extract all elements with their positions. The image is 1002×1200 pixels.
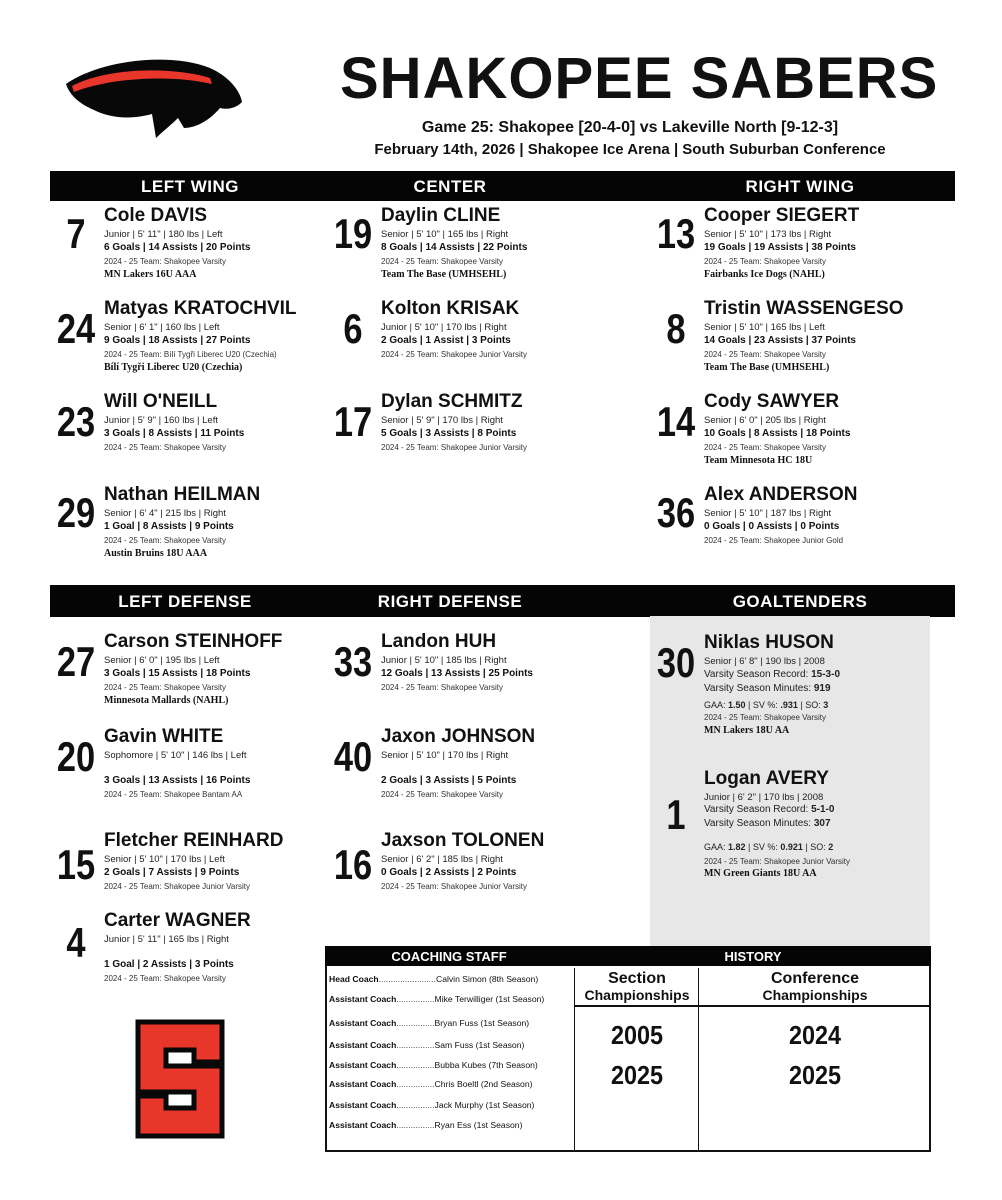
player-card: [50, 484, 350, 564]
conference-championships-title: Conference Championships: [762, 970, 868, 1003]
player-card: [50, 726, 350, 806]
previous-team: 2024 - 25 Team: Shakopee Varsity: [704, 713, 826, 722]
previous-team: 2024 - 25 Team: Shakopee Junior Varsity: [381, 350, 528, 359]
player-stats: 8 Goals | 14 Assists | 22 Points: [381, 242, 528, 253]
jersey-number: 33: [333, 638, 373, 685]
season-minutes: Varsity Season Minutes: 919: [704, 683, 831, 694]
coach-role: Assistant Coach: [329, 994, 397, 1004]
player-card: [650, 484, 950, 564]
game-info: Game 25: Shakopee [20-4-0] vs Lakeville North [9-12-3]: [421, 119, 839, 136]
coach-leader-dots: ................: [396, 1100, 435, 1110]
player-name: Carter WAGNER: [104, 910, 251, 931]
club-team: MN Lakers 16U AAA: [104, 269, 197, 280]
coach-role: Assistant Coach: [329, 1100, 397, 1110]
previous-team: 2024 - 25 Team: Shakopee Varsity: [104, 974, 226, 983]
player-name: Matyas KRATOCHVIL: [104, 298, 297, 319]
coach-name: Bubba Kubes (7th Season): [434, 1060, 538, 1070]
player-stats: 3 Goals | 8 Assists | 11 Points: [104, 428, 245, 439]
left-wing-header: LEFT WING: [141, 177, 239, 196]
player-stats: 1 Goal | 8 Assists | 9 Points: [104, 521, 234, 532]
previous-team: 2024 - 25 Team: Shakopee Varsity: [704, 350, 826, 359]
club-team: Team The Base (UMHSEHL): [704, 362, 830, 373]
previous-team: 2024 - 25 Team: Shakopee Varsity: [104, 257, 226, 266]
coach-leader-dots: ........................: [378, 974, 436, 984]
season-minutes: Varsity Season Minutes: 307: [704, 818, 831, 829]
player-card: [327, 205, 627, 285]
player-name: Cooper SIEGERT: [704, 205, 860, 226]
player-card: [50, 631, 350, 711]
jersey-number: 16: [333, 841, 373, 888]
player-info: Junior | 5' 10" | 185 lbs | Right: [381, 655, 507, 666]
player-info: Junior | 5' 9" | 160 lbs | Left: [104, 415, 218, 426]
previous-team: 2024 - 25 Team: Shakopee Varsity: [381, 790, 503, 799]
coach-row: [329, 1018, 529, 1028]
player-stats: 19 Goals | 19 Assists | 38 Points: [704, 242, 856, 253]
player-stats: 0 Goals | 0 Assists | 0 Points: [704, 521, 840, 532]
section-championships-title: Section Championships: [584, 970, 690, 1003]
player-info: Junior | 5' 10" | 170 lbs | Right: [381, 322, 507, 333]
player-info: Senior | 5' 10" | 187 lbs | Right: [704, 508, 832, 519]
coach-role: Assistant Coach: [329, 1018, 397, 1028]
jersey-number: 17: [333, 398, 373, 445]
coach-role: Head Coach: [329, 974, 379, 984]
player-name: Jaxon JOHNSON: [381, 726, 536, 747]
previous-team: 2024 - 25 Team: Shakopee Varsity: [104, 536, 226, 545]
player-name: Fletcher REINHARD: [104, 830, 284, 851]
player-card: [50, 205, 350, 285]
previous-team: 2024 - 25 Team: Shakopee Junior Varsity: [381, 882, 528, 891]
coach-row: [329, 1040, 524, 1050]
coach-role: Assistant Coach: [329, 1079, 397, 1089]
conference-year: 2025: [788, 1060, 842, 1090]
jersey-number: 1: [666, 791, 686, 838]
player-info: Senior | 6' 2" | 185 lbs | Right: [381, 854, 503, 865]
coach-row: [329, 1060, 538, 1070]
player-card: [650, 391, 950, 471]
player-name: Cole DAVIS: [104, 205, 208, 226]
player-card: [327, 830, 627, 910]
coach-row: [329, 974, 538, 984]
coaching-history-header: [325, 946, 931, 966]
player-stats: 10 Goals | 8 Assists | 18 Points: [704, 428, 851, 439]
previous-team: 2024 - 25 Team: Shakopee Junior Varsity: [104, 882, 251, 891]
player-info: Senior | 5' 10" | 173 lbs | Right: [704, 229, 832, 240]
player-info: Senior | 5' 9" | 170 lbs | Right: [381, 415, 503, 426]
club-team: Fairbanks Ice Dogs (NAHL): [704, 269, 825, 280]
previous-team: 2024 - 25 Team: Shakopee Junior Varsity: [381, 443, 528, 452]
jersey-number: 24: [56, 305, 96, 352]
coach-role: Assistant Coach: [329, 1060, 397, 1070]
player-stats: 3 Goals | 15 Assists | 18 Points: [104, 668, 251, 679]
player-info: Junior | 6' 2" | 170 lbs | 2008: [704, 792, 824, 803]
player-info: Senior | 5' 10" | 170 lbs | Right: [381, 750, 509, 761]
coach-name: Chris Boeltl (2nd Season): [434, 1079, 533, 1089]
right-wing-header: RIGHT WING: [745, 177, 855, 196]
jersey-number: 19: [333, 210, 373, 257]
player-name: Gavin WHITE: [104, 726, 224, 747]
previous-team: 2024 - 25 Team: Shakopee Varsity: [381, 257, 503, 266]
game-details: February 14th, 2026 | Shakopee Ice Arena | South Suburban Conference: [374, 141, 886, 158]
player-card: [50, 910, 350, 990]
player-card: [327, 298, 627, 378]
jersey-number: 4: [66, 919, 86, 966]
player-card: [327, 391, 627, 471]
left-defense-header: LEFT DEFENSE: [118, 592, 252, 611]
jersey-number: 36: [656, 489, 696, 536]
player-stats: 5 Goals | 3 Assists | 8 Points: [381, 428, 517, 439]
right-defense-header: RIGHT DEFENSE: [377, 592, 523, 611]
player-name: Cody SAWYER: [704, 391, 840, 412]
coach-name: Jack Murphy (1st Season): [434, 1100, 535, 1110]
previous-team: 2024 - 25 Team: Shakopee Bantam AA: [104, 790, 243, 799]
club-team: Bílí Tygři Liberec U20 (Czechia): [104, 362, 243, 373]
player-info: Junior | 5' 11" | 180 lbs | Left: [104, 229, 223, 240]
player-card: [327, 631, 627, 711]
player-name: Nathan HEILMAN: [104, 484, 261, 505]
jersey-number: 30: [656, 639, 696, 686]
player-info: Senior | 5' 10" | 165 lbs | Right: [381, 229, 509, 240]
player-name: Niklas HUSON: [704, 632, 834, 653]
club-team: Minnesota Mallards (NAHL): [104, 695, 229, 706]
player-stats: 14 Goals | 23 Assists | 37 Points: [704, 335, 856, 346]
player-info: Senior | 6' 1" | 160 lbs | Left: [104, 322, 220, 333]
player-info: Senior | 5' 10" | 170 lbs | Left: [104, 854, 225, 865]
coach-leader-dots: ................: [396, 1018, 435, 1028]
jersey-number: 15: [56, 841, 96, 888]
jersey-number: 23: [56, 398, 96, 445]
coach-name: Sam Fuss (1st Season): [434, 1040, 525, 1050]
player-stats: 3 Goals | 13 Assists | 16 Points: [104, 775, 251, 786]
jersey-number: 40: [333, 733, 373, 780]
jersey-number: 27: [56, 638, 96, 685]
player-name: Jaxson TOLONEN: [381, 830, 545, 851]
player-stats: 2 Goals | 7 Assists | 9 Points: [104, 867, 240, 878]
player-name: Landon HUH: [381, 631, 497, 652]
defense-header-bar: [50, 585, 955, 617]
coach-name: Bryan Fuss (1st Season): [434, 1018, 530, 1028]
previous-team: 2024 - 25 Team: Bílí Tygři Liberec U20 (Czechia): [104, 350, 277, 359]
coach-name: Ryan Ess (1st Season): [434, 1120, 523, 1130]
history-heading: HISTORY: [724, 949, 782, 964]
player-name: Tristin WASSENGESO: [704, 298, 904, 319]
coach-row: [329, 1120, 522, 1130]
player-stats: 6 Goals | 14 Assists | 20 Points: [104, 242, 251, 253]
player-name: Kolton KRISAK: [381, 298, 520, 319]
player-info: Sophomore | 5' 10" | 146 lbs | Left: [104, 750, 247, 761]
player-info: Senior | 6' 4" | 215 lbs | Right: [104, 508, 226, 519]
club-team: MN Lakers 18U AA: [704, 725, 790, 736]
coach-role: Assistant Coach: [329, 1040, 397, 1050]
player-stats: 2 Goals | 1 Assist | 3 Points: [381, 335, 511, 346]
previous-team: 2024 - 25 Team: Shakopee Junior Varsity: [704, 857, 851, 866]
coach-leader-dots: ................: [396, 1079, 435, 1089]
player-info: Senior | 5' 10" | 165 lbs | Left: [704, 322, 825, 333]
club-team: Team Minnesota HC 18U: [704, 455, 813, 466]
goalie-card: [650, 768, 930, 888]
coach-name: Calvin Simon (8th Season): [435, 974, 539, 984]
conference-year: 2024: [788, 1020, 842, 1050]
previous-team: 2024 - 25 Team: Shakopee Varsity: [704, 257, 826, 266]
jersey-number: 6: [343, 305, 363, 352]
player-name: Logan AVERY: [704, 768, 829, 789]
page-title: SHAKOPEE SABERS: [340, 46, 939, 111]
coach-leader-dots: ................: [396, 1060, 435, 1070]
club-team: MN Green Giants 18U AA: [704, 868, 817, 879]
player-name: Alex ANDERSON: [704, 484, 858, 505]
player-stats: 12 Goals | 13 Assists | 25 Points: [381, 668, 533, 679]
player-name: Will O'NEILL: [104, 391, 218, 412]
player-card: [650, 298, 950, 378]
coach-row: [329, 994, 544, 1004]
previous-team: 2024 - 25 Team: Shakopee Varsity: [104, 683, 226, 692]
player-name: Carson STEINHOFF: [104, 631, 283, 652]
goalie-stats: GAA: 1.82 | SV %: 0.921 | SO: 2: [704, 842, 834, 852]
player-info: Senior | 6' 0" | 205 lbs | Right: [704, 415, 826, 426]
jersey-number: 20: [56, 733, 96, 780]
center-header: CENTER: [413, 177, 487, 196]
jersey-number: 13: [656, 210, 696, 257]
player-info: Senior | 6' 8" | 190 lbs | 2008: [704, 656, 825, 667]
season-record: Varsity Season Record: 5-1-0: [704, 804, 835, 815]
history-divider: [575, 1005, 929, 1007]
previous-team: 2024 - 25 Team: Shakopee Junior Gold: [704, 536, 844, 545]
previous-team: 2024 - 25 Team: Shakopee Varsity: [104, 443, 226, 452]
goalie-card: [650, 632, 930, 752]
player-info: Junior | 5' 11" | 165 lbs | Right: [104, 934, 229, 945]
coach-leader-dots: ................: [396, 1120, 435, 1130]
coach-role: Assistant Coach: [329, 1120, 397, 1130]
section-year: 2025: [610, 1060, 664, 1090]
player-card: [327, 726, 627, 806]
forwards-header-bar: [50, 171, 955, 201]
section-year: 2005: [610, 1020, 664, 1050]
coaching-staff-heading: COACHING STAFF: [391, 949, 507, 964]
jersey-number: 29: [56, 489, 96, 536]
player-card: [650, 205, 950, 285]
player-name: Daylin CLINE: [381, 205, 501, 226]
jersey-number: 8: [666, 305, 686, 352]
player-stats: 1 Goal | 2 Assists | 3 Points: [104, 959, 234, 970]
player-card: [50, 391, 350, 471]
player-name: Dylan SCHMITZ: [381, 391, 523, 412]
goalie-stats: GAA: 1.50 | SV %: .931 | SO: 3: [704, 700, 829, 710]
player-stats: 0 Goals | 2 Assists | 2 Points: [381, 867, 517, 878]
club-team: Team The Base (UMHSEHL): [381, 269, 507, 280]
club-team: Austin Bruins 18U AAA: [104, 548, 208, 559]
goaltenders-header: GOALTENDERS: [732, 592, 868, 611]
jersey-number: 7: [66, 210, 86, 257]
coach-row: [329, 1100, 534, 1110]
jersey-number: 14: [656, 398, 696, 445]
shakopee-s-logo: [130, 1014, 230, 1144]
previous-team: 2024 - 25 Team: Shakopee Varsity: [704, 443, 826, 452]
coach-row: [329, 1079, 532, 1089]
player-info: Senior | 6' 0" | 195 lbs | Left: [104, 655, 220, 666]
player-card: [50, 298, 350, 378]
player-stats: 2 Goals | 3 Assists | 5 Points: [381, 775, 517, 786]
previous-team: 2024 - 25 Team: Shakopee Varsity: [381, 683, 503, 692]
season-record: Varsity Season Record: 15-3-0: [704, 669, 840, 680]
player-stats: 9 Goals | 18 Assists | 27 Points: [104, 335, 251, 346]
player-card: [50, 830, 350, 910]
coach-leader-dots: ................: [396, 1040, 435, 1050]
coach-name: Mike Terwilliger (1st Season): [434, 994, 545, 1004]
coach-leader-dots: ................: [396, 994, 435, 1004]
